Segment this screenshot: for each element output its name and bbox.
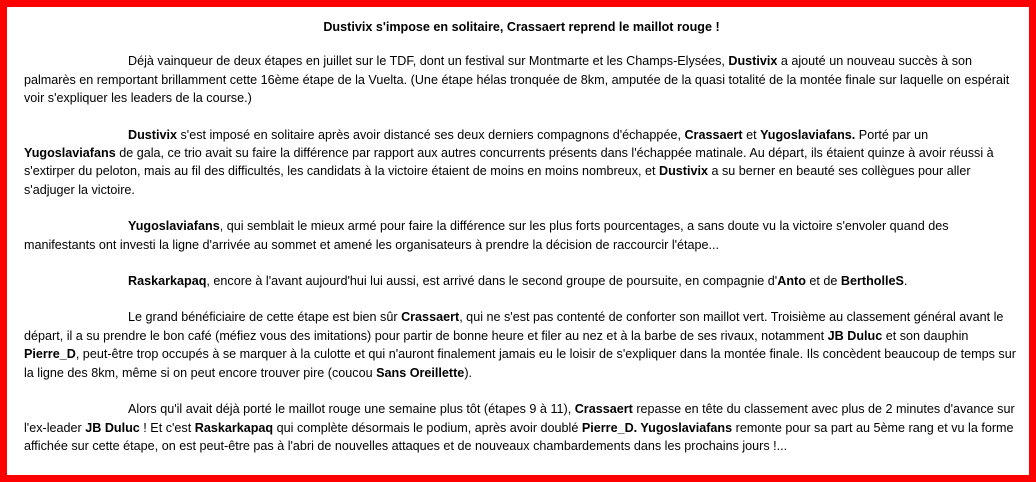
bold-run: Dustivix xyxy=(728,54,778,69)
text-run: , qui semblait le mieux armé pour faire la différence sur les plus forts pourcentages, a sans doute vu la victoire s'envoler quand des manifestants ont investi la ligne d'arrivée au sommet et amené les organisateurs à prendre la décision de raccourcir l'étape... xyxy=(24,219,949,252)
article-title: Dustivix s'impose en solitaire, Crassaert reprend le maillot rouge ! xyxy=(323,20,720,34)
bold-run: Crassaert xyxy=(574,402,633,417)
bold-run: Dustivix xyxy=(659,164,708,179)
bold-run: Yugoslaviafans xyxy=(128,219,220,234)
bold-run: Pierre_D xyxy=(24,347,76,362)
paragraph-1 xyxy=(24,52,1019,107)
text-run: et son dauphin xyxy=(882,328,969,343)
article-body xyxy=(24,18,1019,455)
bold-run: Pierre_D. Yugoslaviafans xyxy=(581,420,733,435)
bold-run: JB Duluc xyxy=(85,420,140,435)
text-run: qui complète désormais le podium, après avoir doublé xyxy=(273,420,582,435)
bold-run: JB Duluc xyxy=(827,328,883,343)
bold-run: Raskarkapaq xyxy=(194,420,274,435)
text-run: repasse en tête du classement avec plus de 2 minutes d'avance sur l'ex-leader xyxy=(24,402,1015,435)
bold-run: Yugoslaviafans xyxy=(24,146,116,161)
paragraph-3 xyxy=(24,217,1019,254)
text-run: Déjà vainqueur de deux étapes en juillet sur le TDF, dont un festival sur Montmarte et les Champs-Elysées, xyxy=(128,54,729,69)
text-run: ). xyxy=(464,365,473,380)
text-run: et de xyxy=(805,274,841,289)
article-paragraphs xyxy=(24,52,1019,455)
text-run: a ajouté un nouveau succès à son palmarès en remportant brillamment cette 16ème étape de la Vuelta. (Une étape hélas tronquée de 8km, amputée de la quasi totalité de la montée finale sur laquelle on espérait voir s'expliquer les leaders de la course.) xyxy=(24,54,1010,106)
text-run: de gala, ce trio avait su faire la différence par rapport aux autres concurrents présents dans l'échappée matinale. Au départ, ils étaient quinze à avoir réussi à s'extirper du peloton, mais au fil des difficultés, les candidats à la victoire étaient de moins en moins nombreux, et xyxy=(24,146,994,179)
text-run: , peut-être trop occupés à se marquer à la culotte et qui n'auront finalement jamais eu le loisir de s'expliquer dans la montée finale. Ils concèdent beaucoup de temps sur la ligne des 8km, même si on peut encore trouver pire (coucou xyxy=(24,347,1016,380)
text-run: Le grand bénéficiaire de cette étape est bien sûr xyxy=(128,310,402,325)
text-run: a su berner en beauté ses collègues pour aller s'adjuger la victoire. xyxy=(24,164,971,197)
bold-run: BertholleS xyxy=(840,274,904,289)
bold-run: Crassaert xyxy=(684,127,743,142)
bold-run: Sans Oreillette xyxy=(376,365,465,380)
paragraph-4 xyxy=(24,272,1019,290)
text-run: . xyxy=(903,274,908,289)
bold-run: Crassaert xyxy=(401,310,460,325)
paragraph-6 xyxy=(24,400,1019,455)
text-run: s'est imposé en solitaire après avoir distancé ses deux derniers compagnons d'échappée, xyxy=(177,127,685,142)
text-run: , qui ne s'est pas contenté de conforter son maillot vert. Troisième au classement général avant le départ, il a su prendre le bon café (méfiez vous des imitations) pour partir de bonne heure et filer au nez et à la barbe de ses rivaux, notamment xyxy=(24,310,1004,343)
paragraph-2 xyxy=(24,126,1019,200)
text-run: et xyxy=(742,127,761,142)
text-run: ! Et c'est xyxy=(139,420,195,435)
bold-run: Anto xyxy=(777,274,806,289)
bold-run: Dustivix xyxy=(128,127,177,142)
text-run: Porté par un xyxy=(855,127,929,142)
text-run: remonte pour sa part au 5ème rang et vu la forme affichée sur cette étape, on est peut-être pas à l'abri de nouvelles attaques et de nouveaux chambardements dans les prochains jours !... xyxy=(24,420,1014,453)
bold-run: Yugoslaviafans. xyxy=(760,127,856,142)
bold-run: Raskarkapaq xyxy=(128,274,207,289)
paragraph-5 xyxy=(24,308,1019,382)
text-run: Alors qu'il avait déjà porté le maillot rouge une semaine plus tôt (étapes 9 à 11), xyxy=(128,402,575,417)
text-run: , encore à l'avant aujourd'hui lui aussi, est arrivé dans le second groupe de poursuite, en compagnie d' xyxy=(206,274,778,289)
